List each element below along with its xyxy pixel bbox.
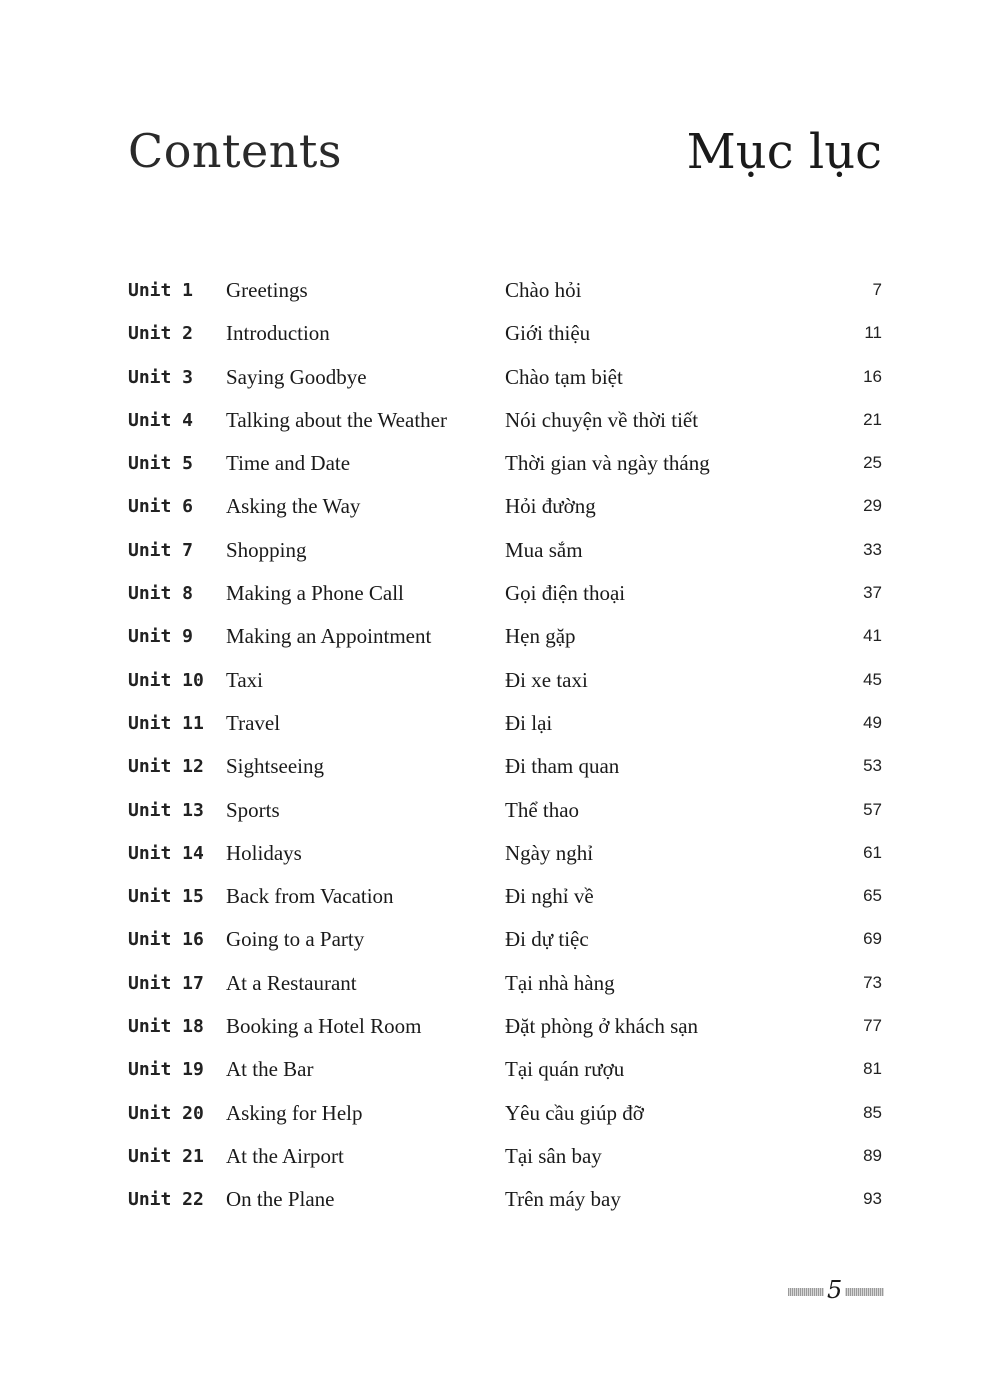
- toc-row: [128, 402, 884, 445]
- english-title: Sightseeing: [226, 754, 324, 779]
- toc-row: [128, 1181, 884, 1224]
- muc-luc-title: Mục lục: [686, 124, 882, 180]
- unit-label: Unit 10: [128, 669, 204, 691]
- vietnamese-title: Chào tạm biệt: [505, 364, 623, 389]
- vietnamese-title: Giới thiệu: [505, 321, 591, 346]
- english-title: Time and Date: [226, 451, 351, 476]
- vietnamese-title: Tại nhà hàng: [505, 970, 615, 995]
- vietnamese-title: Đi nghỉ về: [505, 884, 594, 909]
- toc-row: [128, 965, 884, 1008]
- english-title: At the Bar: [226, 1057, 314, 1082]
- english-title: Greetings: [226, 278, 308, 302]
- english-title: Asking for Help: [226, 1100, 363, 1125]
- unit-label: Unit 13: [128, 799, 204, 821]
- unit-label: Unit 15: [128, 886, 204, 908]
- page-number-entry: 73: [863, 972, 882, 992]
- page-number-entry: 11: [864, 323, 882, 343]
- english-title: Going to a Party: [226, 927, 365, 952]
- vietnamese-title: Ngày nghỉ: [505, 840, 594, 865]
- page-number-entry: 45: [863, 669, 882, 689]
- vietnamese-title: Tại sân bay: [505, 1143, 602, 1168]
- vietnamese-title: Nói chuyện về thời tiết: [505, 407, 699, 432]
- english-title: Making a Phone Call: [226, 581, 404, 606]
- page-number-entry: 77: [863, 1016, 882, 1036]
- unit-label: Unit 21: [128, 1145, 204, 1167]
- vietnamese-title: Đi dự tiệc: [505, 927, 589, 952]
- unit-label: Unit 16: [128, 929, 204, 951]
- unit-label: Unit 20: [128, 1102, 204, 1124]
- vietnamese-title: Hỏi đường: [505, 494, 596, 519]
- vietnamese-title: Mua sắm: [505, 537, 583, 562]
- toc-row: [128, 748, 884, 791]
- unit-label: Unit 11: [128, 712, 204, 734]
- page-number-entry: 61: [863, 842, 882, 862]
- vietnamese-title: Trên máy bay: [505, 1187, 621, 1212]
- toc-row: [128, 705, 884, 748]
- unit-label: Unit 22: [128, 1189, 204, 1211]
- english-title: Travel: [226, 710, 281, 735]
- toc-row: [128, 532, 884, 575]
- toc-row: [128, 1095, 884, 1138]
- english-title: At a Restaurant: [226, 970, 357, 995]
- page-number: 5: [824, 1278, 845, 1302]
- english-title: Asking the Way: [226, 494, 361, 519]
- toc-row: [128, 618, 884, 661]
- unit-label: Unit 5: [128, 453, 194, 475]
- contents-title: Contents: [128, 124, 342, 178]
- unit-label: Unit 1: [128, 280, 194, 301]
- page-number-entry: 93: [863, 1189, 882, 1209]
- page-number-entry: 69: [863, 929, 882, 949]
- page-number-entry: 7: [872, 280, 882, 299]
- unit-label: Unit 2: [128, 323, 194, 345]
- toc-row: [128, 315, 884, 358]
- english-title: Sports: [226, 797, 280, 822]
- table-of-contents: [128, 272, 884, 1225]
- toc-row: [128, 488, 884, 531]
- vietnamese-title: Đặt phòng ở khách sạn: [505, 1014, 699, 1039]
- vietnamese-title: Đi lại: [505, 710, 553, 735]
- toc-row: [128, 921, 884, 964]
- page-number-entry: 89: [863, 1145, 882, 1165]
- unit-label: Unit 8: [128, 583, 194, 605]
- page-number-entry: 37: [863, 583, 882, 603]
- vietnamese-title: Thể thao: [505, 797, 580, 822]
- english-title: On the Plane: [226, 1187, 335, 1212]
- toc-row: [128, 878, 884, 921]
- toc-row: [128, 272, 884, 315]
- vietnamese-title: Đi tham quan: [505, 754, 620, 779]
- english-title: Booking a Hotel Room: [226, 1014, 422, 1039]
- page-number-entry: 85: [863, 1102, 882, 1122]
- vietnamese-title: Chào hỏi: [505, 278, 582, 302]
- unit-label: Unit 12: [128, 756, 204, 778]
- toc-row: [128, 575, 884, 618]
- toc-row: [128, 835, 884, 878]
- toc-row: [128, 1008, 884, 1051]
- page-number-entry: 81: [863, 1059, 882, 1079]
- unit-label: Unit 17: [128, 972, 204, 994]
- page-number-entry: 25: [863, 453, 882, 473]
- vietnamese-title: Gọi điện thoại: [505, 581, 626, 606]
- vietnamese-title: Đi xe taxi: [505, 667, 588, 692]
- unit-label: Unit 7: [128, 539, 194, 561]
- vietnamese-title: Hẹn gặp: [505, 624, 576, 649]
- toc-row: [128, 359, 884, 402]
- unit-label: Unit 14: [128, 842, 204, 864]
- toc-row: [128, 1051, 884, 1094]
- toc-row: [128, 662, 884, 705]
- unit-label: Unit 19: [128, 1059, 204, 1081]
- page-footer: [788, 1276, 884, 1306]
- toc-row: [128, 792, 884, 835]
- toc-row: [128, 445, 884, 488]
- toc-row: [128, 1138, 884, 1181]
- page-number-entry: 65: [863, 886, 882, 906]
- english-title: Saying Goodbye: [226, 364, 367, 389]
- page-number-entry: 16: [863, 366, 882, 386]
- english-title: Holidays: [226, 840, 302, 865]
- vietnamese-title: Yêu cầu giúp đỡ: [505, 1100, 644, 1125]
- english-title: Back from Vacation: [226, 884, 394, 909]
- vietnamese-title: Tại quán rượu: [505, 1057, 625, 1082]
- page-number-entry: 33: [863, 539, 882, 559]
- english-title: At the Airport: [226, 1143, 344, 1168]
- unit-label: Unit 4: [128, 409, 194, 431]
- page-number-entry: 49: [863, 712, 882, 732]
- page-number-entry: 29: [863, 496, 882, 516]
- english-title: Making an Appointment: [226, 624, 432, 649]
- english-title: Talking about the Weather: [226, 407, 447, 432]
- english-title: Taxi: [226, 667, 264, 692]
- unit-label: Unit 6: [128, 496, 194, 518]
- unit-label: Unit 18: [128, 1016, 204, 1038]
- page-number-entry: 53: [863, 756, 882, 776]
- unit-label: Unit 3: [128, 366, 194, 388]
- page-number-entry: 41: [863, 626, 882, 646]
- page-number-entry: 21: [863, 409, 882, 429]
- english-title: Introduction: [226, 321, 330, 346]
- page-number-entry: 57: [863, 799, 882, 819]
- vietnamese-title: Thời gian và ngày tháng: [505, 451, 710, 476]
- unit-label: Unit 9: [128, 626, 194, 648]
- english-title: Shopping: [226, 537, 307, 562]
